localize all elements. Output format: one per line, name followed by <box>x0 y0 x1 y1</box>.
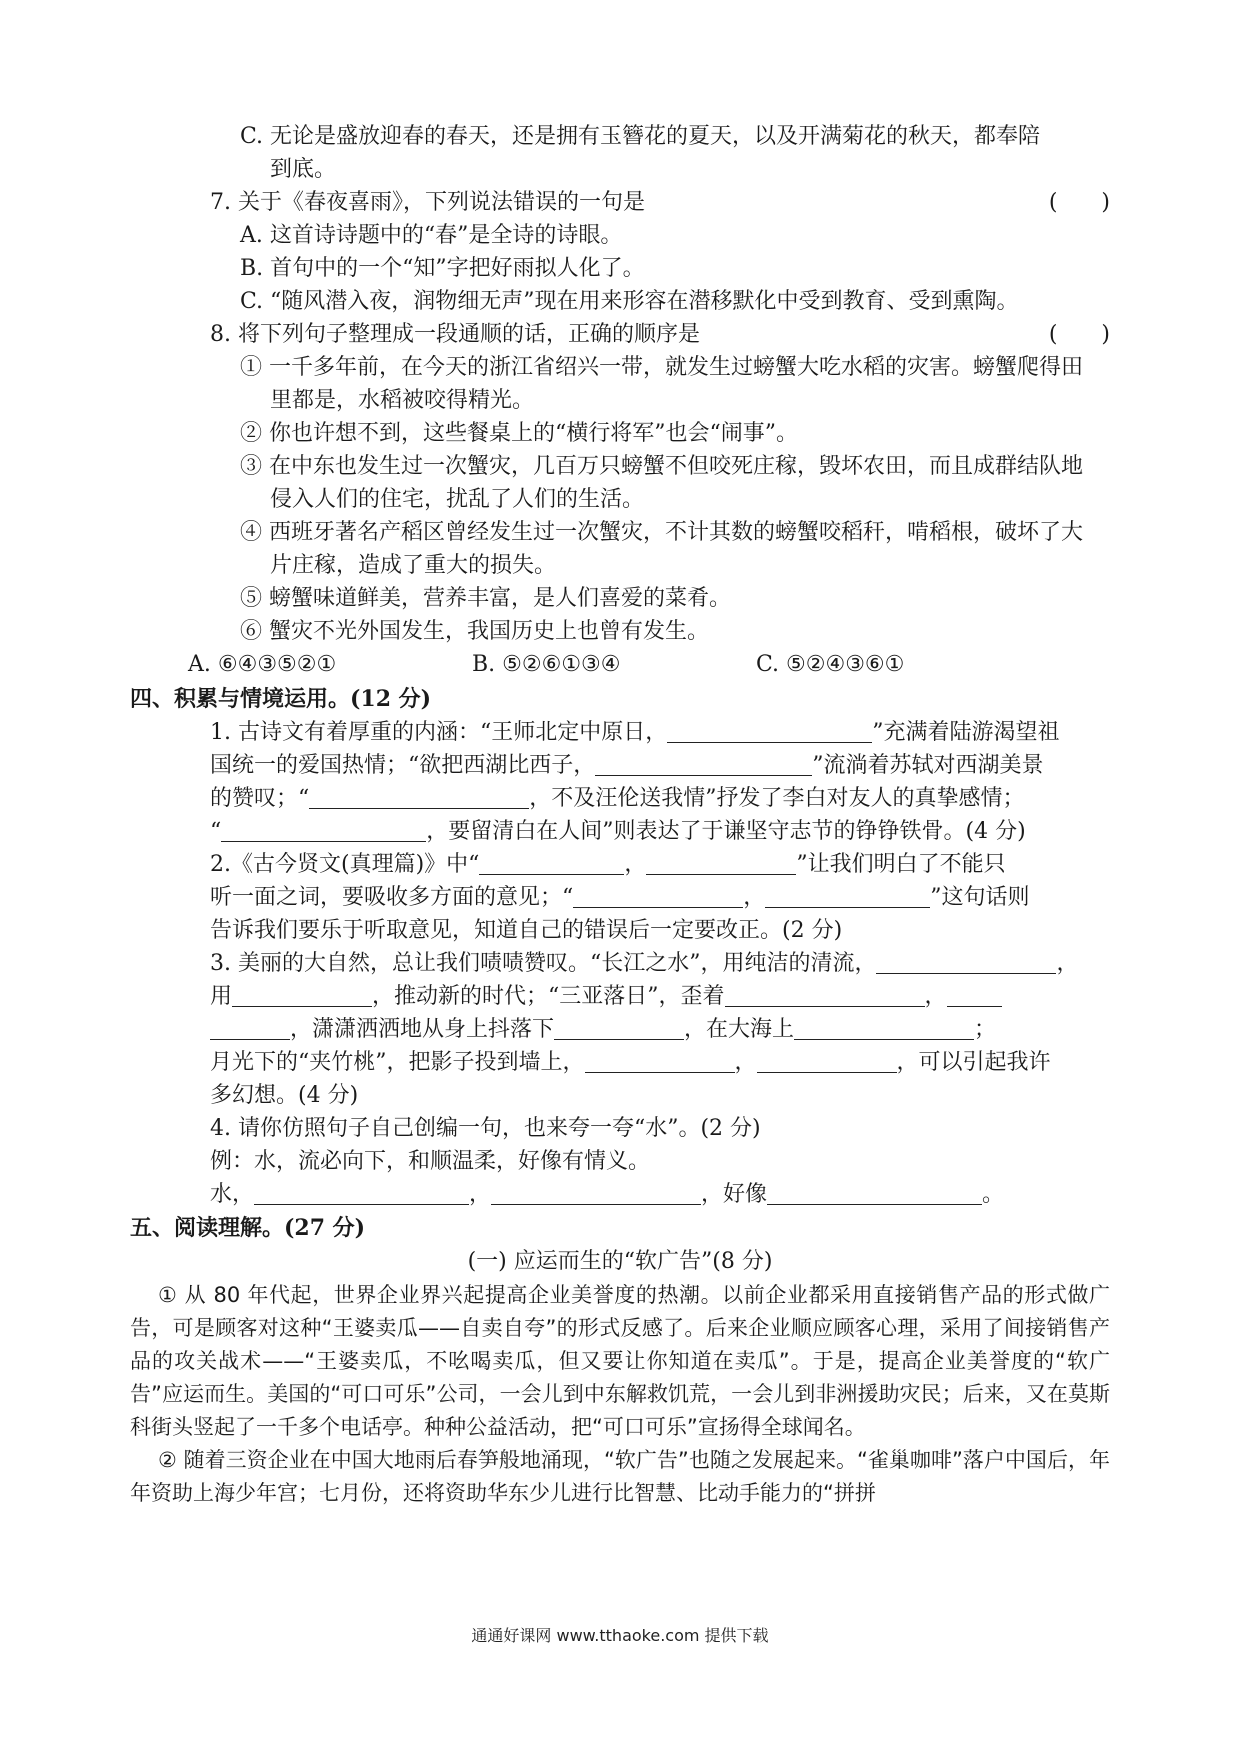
s4q3-text: ，在大海上 <box>684 1017 795 1042</box>
answer-blank[interactable] <box>554 1017 684 1040</box>
s4q4-text: 。 <box>982 1182 1005 1207</box>
s4q4-text: 水， <box>210 1182 255 1207</box>
s4q2-text: 告诉我们要乐于听取意见，知道自己的错误后一定要改正。(2 分) <box>210 918 843 943</box>
q8-option-b[interactable]: B. ⑤②⑥①③④ <box>472 652 621 677</box>
answer-blank[interactable] <box>491 1182 701 1205</box>
s4-q3-line3 <box>130 1013 1110 1046</box>
q8-answer-bracket[interactable]: ( ) <box>1048 322 1110 347</box>
s4q1-text: ，要留清白在人间”则表达了于谦坚守志节的铮铮铁骨。(4 分) <box>426 819 1026 844</box>
paragraph-text: ② 随着三资企业在中国大地雨后春笋般地涌现，“软广告”也随之发展起来。“雀巢咖啡”落户中国后，年年资助上海少年宫；七月份，还将资助华东少儿进行比智慧、比动手能力的“拼拼 <box>130 1448 1110 1505</box>
exam-page <box>130 120 1110 1510</box>
q6-option-c-cont: 到底。 <box>270 157 337 182</box>
q7-stem-text: 7. 关于《春夜喜雨》，下列说法错误的一句是 <box>210 190 645 215</box>
s4q3-text: 用 <box>210 984 233 1009</box>
answer-blank[interactable] <box>254 1182 469 1205</box>
s4-q3-line1 <box>130 947 1110 980</box>
q7-option-b: B. 首句中的一个“知”字把好雨拟人化了。 <box>240 256 645 281</box>
s4q1-text: 国统一的爱国热情；“欲把西湖比西子， <box>210 753 596 778</box>
s4q1-text: 1. 古诗文有着厚重的内涵：“王师北定中原日， <box>210 720 668 745</box>
q8-sentence-1-cont: 里都是，水稻被咬得精光。 <box>270 388 535 413</box>
s4q3-text: ， <box>1056 951 1079 976</box>
answer-blank[interactable] <box>309 786 529 809</box>
q8-sentence-3-cont: 侵入人们的住宅，扰乱了人们的生活。 <box>270 487 645 512</box>
article-paragraph-2 <box>130 1444 1110 1510</box>
q6-option-c: C. 无论是盛放迎春的春天，还是拥有玉簪花的夏天，以及开满菊花的秋天，都奉陪 <box>240 124 1041 149</box>
q8-sentence-4: ④ 西班牙著名产稻区曾经发生过一次蟹灾，不计其数的螃蟹咬稻秆，啃稻根，破坏了大 <box>240 520 1083 545</box>
s4-q3-line2 <box>130 980 1110 1013</box>
article-title: (一) 应运而生的“软广告”(8 分) <box>467 1249 773 1274</box>
s4-q2-line1 <box>130 848 1110 881</box>
q8-option-c[interactable]: C. ⑤②④③⑥① <box>756 652 905 677</box>
q8-sentence-1: ① 一千多年前，在今天的浙江省绍兴一带，就发生过螃蟹大吃水稻的灾害。螃蟹爬得田 <box>240 355 1083 380</box>
q7-option-c: C. “随风潜入夜，润物细无声”现在用来形容在潜移默化中受到教育、受到熏陶。 <box>240 289 1019 314</box>
s4q3-text: 3. 美丽的大自然，总让我们啧啧赞叹。“长江之水”，用纯洁的清流， <box>210 951 877 976</box>
s4-q3-line5 <box>130 1079 1110 1112</box>
section-4-heading: 四、积累与情境运用。(12 分) <box>130 686 432 712</box>
answer-blank[interactable] <box>947 984 1002 1007</box>
s4q4-text: ，好像 <box>701 1182 768 1207</box>
answer-blank[interactable] <box>646 852 796 875</box>
article-paragraph-1 <box>130 1279 1110 1444</box>
s4q2-text: 听一面之词，要吸收多方面的意见；“ <box>210 885 574 910</box>
q8-stem-text: 8. 将下列句子整理成一段通顺的话，正确的顺序是 <box>210 322 700 347</box>
s4q2-text: ”这句话则 <box>930 885 1030 910</box>
answer-blank[interactable] <box>757 1050 897 1073</box>
s4q1-text: “ <box>210 819 222 844</box>
answer-blank[interactable] <box>210 1017 290 1040</box>
s4-q3-line4 <box>130 1046 1110 1079</box>
s4-q4-example: 例：水，流必向下，和顺温柔，好像有情义。 <box>210 1149 651 1174</box>
s4q1-text: ”充满着陆游渴望祖 <box>872 720 1060 745</box>
s4q4-text: ， <box>469 1182 492 1207</box>
s4q2-text: ， <box>743 885 766 910</box>
answer-blank[interactable] <box>573 885 743 908</box>
q8-option-a[interactable]: A. ⑥④③⑤②① <box>188 652 337 677</box>
q7-answer-bracket[interactable]: ( ) <box>1048 190 1110 215</box>
page-footer: 通通好课网 www.tthaoke.com 提供下载 <box>471 1626 769 1645</box>
answer-blank[interactable] <box>667 720 872 743</box>
s4-q2-line3 <box>130 914 1110 947</box>
s4q1-text: ，不及汪伦送我情”抒发了李白对友人的真挚感情； <box>529 786 1025 811</box>
answer-blank[interactable] <box>585 1050 735 1073</box>
s4q3-text: ， <box>924 984 947 1009</box>
s4q2-text: ”让我们明白了不能只 <box>796 852 1006 877</box>
s4-q1-line1 <box>130 716 1110 749</box>
s4q3-text: ， <box>734 1050 757 1075</box>
answer-blank[interactable] <box>479 852 624 875</box>
s4q3-text: ； <box>974 1017 997 1042</box>
s4-q1-line4 <box>130 815 1110 848</box>
q8-sentence-2: ② 你也许想不到，这些餐桌上的“横行将军”也会“闹事”。 <box>240 421 798 446</box>
answer-blank[interactable] <box>725 984 925 1007</box>
s4q2-text: 2.《古今贤文(真理篇)》中“ <box>210 852 480 877</box>
q7-stem <box>130 186 1110 219</box>
q8-stem <box>130 318 1110 351</box>
q8-sentence-6: ⑥ 蟹灾不光外国发生，我国历史上也曾有发生。 <box>240 619 709 644</box>
q8-sentence-5: ⑤ 螃蟹味道鲜美，营养丰富，是人们喜爱的菜肴。 <box>240 586 731 611</box>
s4q2-text: ， <box>624 852 647 877</box>
s4q3-text: ，推动新的时代；“三亚落日”，歪着 <box>372 984 725 1009</box>
s4-q1-line2 <box>130 749 1110 782</box>
q8-sentence-3: ③ 在中东也发生过一次蟹灾，几百万只螃蟹不但咬死庄稼，毁坏农田，而且成群结队地 <box>240 454 1083 479</box>
s4q3-text: 多幻想。(4 分) <box>210 1083 359 1108</box>
s4q1-text: 的赞叹；“ <box>210 786 310 811</box>
answer-blank[interactable] <box>876 951 1056 974</box>
s4q3-text: ，可以引起我许 <box>896 1050 1051 1075</box>
q8-sentence-4-cont: 片庄稼，造成了重大的损失。 <box>270 553 557 578</box>
s4-q2-line2 <box>130 881 1110 914</box>
q7-option-a: A. 这首诗诗题中的“春”是全诗的诗眼。 <box>240 223 623 248</box>
s4q1-text: ”流淌着苏轼对西湖美景 <box>812 753 1044 778</box>
s4-q4-line1: 4. 请你仿照句子自己创编一句，也来夸一夸“水”。(2 分) <box>210 1116 761 1141</box>
q8-options <box>130 648 1110 682</box>
answer-blank[interactable] <box>232 984 372 1007</box>
answer-blank[interactable] <box>765 885 930 908</box>
s4-q4-answer-line <box>130 1178 1110 1211</box>
s4q3-text: ，潇潇洒洒地从身上抖落下 <box>290 1017 555 1042</box>
answer-blank[interactable] <box>595 753 812 776</box>
answer-blank[interactable] <box>794 1017 974 1040</box>
answer-blank[interactable] <box>767 1182 982 1205</box>
s4q3-text: 月光下的“夹竹桃”，把影子投到墙上， <box>210 1050 585 1075</box>
section-5-heading: 五、阅读理解。(27 分) <box>130 1215 366 1241</box>
answer-blank[interactable] <box>221 819 426 842</box>
paragraph-text: ① 从 80 年代起，世界企业界兴起提高企业美誉度的热潮。以前企业都采用直接销售产品的形式做广告，可是顾客对这种“王婆卖瓜——自卖自夸”的形式反感了。后来企业顺应顾客心理，采用了间接销售产品的攻关战术——“王婆卖瓜，不吆喝卖瓜，但又要让你知道在卖瓜”。于是，提高企业美誉度的“软广告”应运而生。美国的“可口可乐”公司，一会儿到中东解救饥荒，一会儿到非洲援助灾民；后来，又在莫斯科街头竖起了一千多个电话亭。种种公益活动，把“可口可乐”宣扬得全球闻名。 <box>130 1283 1110 1439</box>
s4-q1-line3 <box>130 782 1110 815</box>
